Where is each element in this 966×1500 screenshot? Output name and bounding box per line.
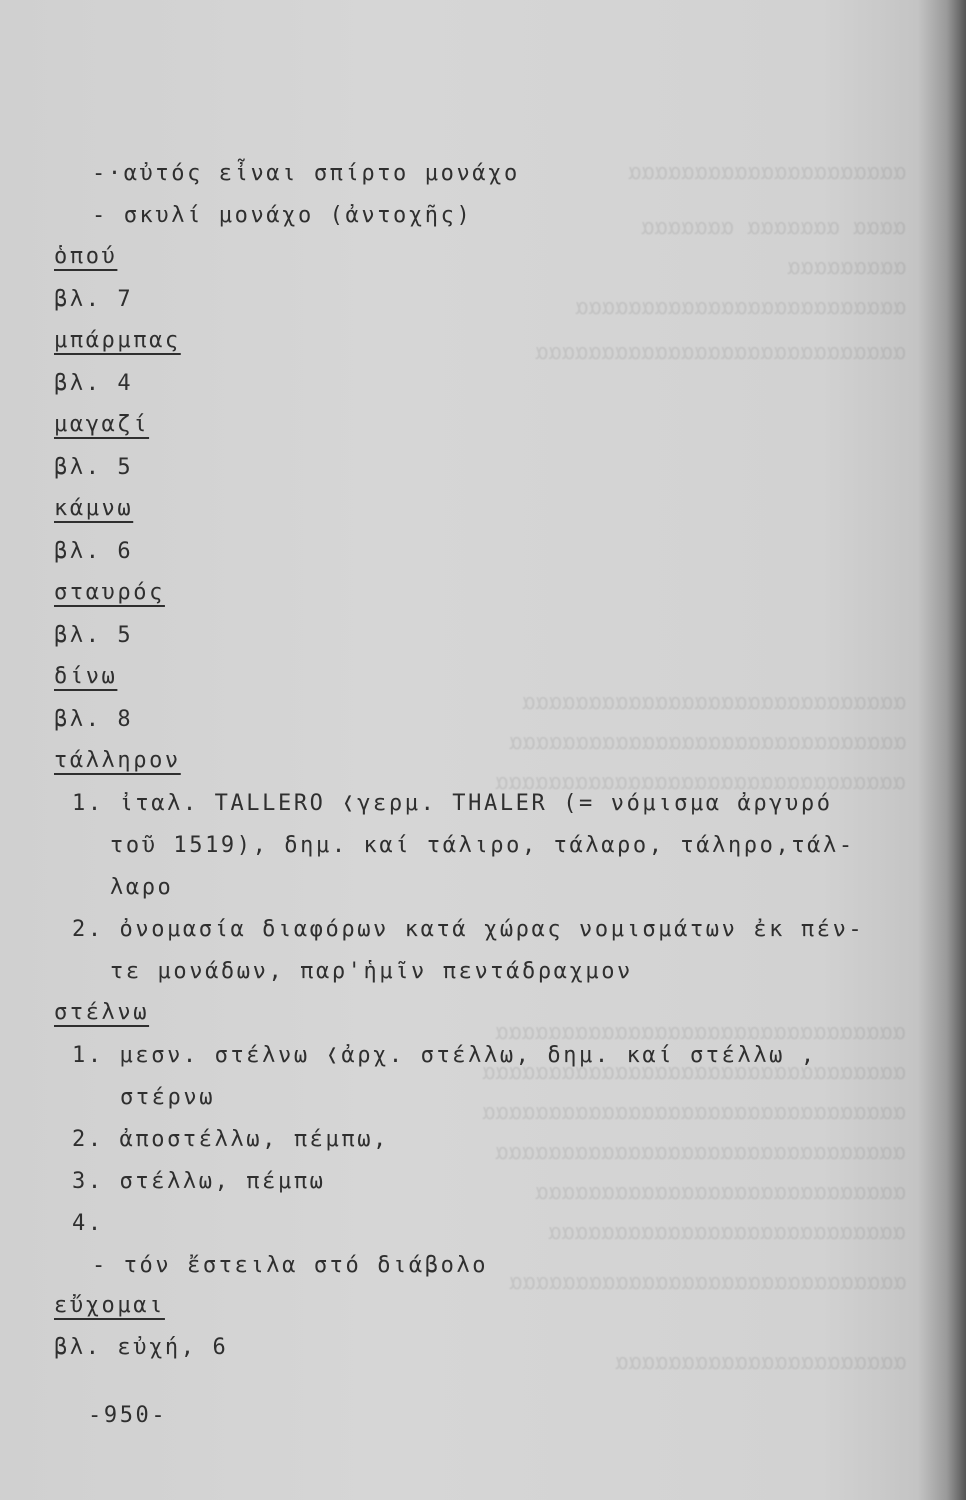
definition-tallhron-1: 1. ἰταλ. TALLERO ❬γερμ. THALER (= νόμισμα ἀργυρό [72, 791, 833, 816]
page-number: -950- [88, 1403, 168, 1428]
headword-barmpas: μπάρμπας [54, 328, 181, 353]
example-line-1: -·αὐτός εἶναι σπίρτο μονάχο [92, 161, 520, 186]
definition-tallhron-2-cont: τε μονάδων, παρ'ἡμῖν πεντάδραχμον [110, 959, 633, 984]
headword-stelno: στέλνω [54, 1000, 150, 1025]
example-stelno: - τόν ἔστειλα στό διάβολο [92, 1253, 489, 1278]
headword-stavros: σταυρός [54, 580, 165, 605]
headword-dino: δίνω [54, 664, 118, 689]
definition-tallhron-1-cont: τοῦ 1519), δημ. καί τάλιρο, τάλαρο, τάληρο,τάλ- [110, 833, 855, 858]
definition-tallhron-1-cont2: λαρο [110, 875, 174, 900]
definition-stelno-4: 4. [72, 1211, 104, 1236]
crossref-dino: βλ. 8 [54, 707, 134, 732]
example-line-2: - σκυλί μονάχο (ἀντοχῆς) [92, 203, 473, 228]
definition-stelno-1: 1. μεσν. στέλνω ❬ἀρχ. στέλλω, δημ. καί στέλλω , [72, 1043, 817, 1068]
crossref-stavros: βλ. 5 [54, 623, 134, 648]
headword-opou: ὁπού [54, 244, 118, 269]
headword-tallhron: τάλληρον [54, 748, 181, 773]
crossref-magazi: βλ. 5 [54, 455, 134, 480]
definition-stelno-1-cont: στέρνω [120, 1085, 216, 1110]
headword-magazi: μαγαζί [54, 412, 150, 437]
headword-euxomai: εὔχομαι [54, 1293, 165, 1318]
crossref-kamno: βλ. 6 [54, 539, 134, 564]
definition-stelno-3: 3. στέλλω, πέμπω [72, 1169, 326, 1194]
crossref-barmpas: βλ. 4 [54, 371, 134, 396]
definition-stelno-2: 2. ἀποστέλλω, πέμπω, [72, 1127, 389, 1152]
definition-tallhron-2: 2. ὀνομασία διαφόρων κατά χώρας νομισμάτων ἐκ πέν- [72, 917, 865, 942]
crossref-euxomai: βλ. εὐχή, 6 [54, 1335, 229, 1360]
bleed-through-texture: ααααααααααααααααααααα αααα ααααααα ααααααα ααααααααα ααααααααααααααααααααααααα αααααααααααααααααααααααααααα ααααααααααααααααααααααααααααα αααααααααααααααααααααααααααααα ααααααααααααααααααααααααααααααα ααααααααααααααααααααααααααααααα αααααααααααααααααααααααααααααααα αααααααααααααααααααααααααααααααα ααααααααααααααααααααααααααααααα αααααααααααααααααααααααααααα ααααααααααααααααααααααααααα αααααααααααααααααααααααααααααα αααααααααααααααααααααα [482, 160, 906, 1375]
crossref-opou: βλ. 7 [54, 287, 134, 312]
headword-kamno: κάμνω [54, 496, 134, 521]
